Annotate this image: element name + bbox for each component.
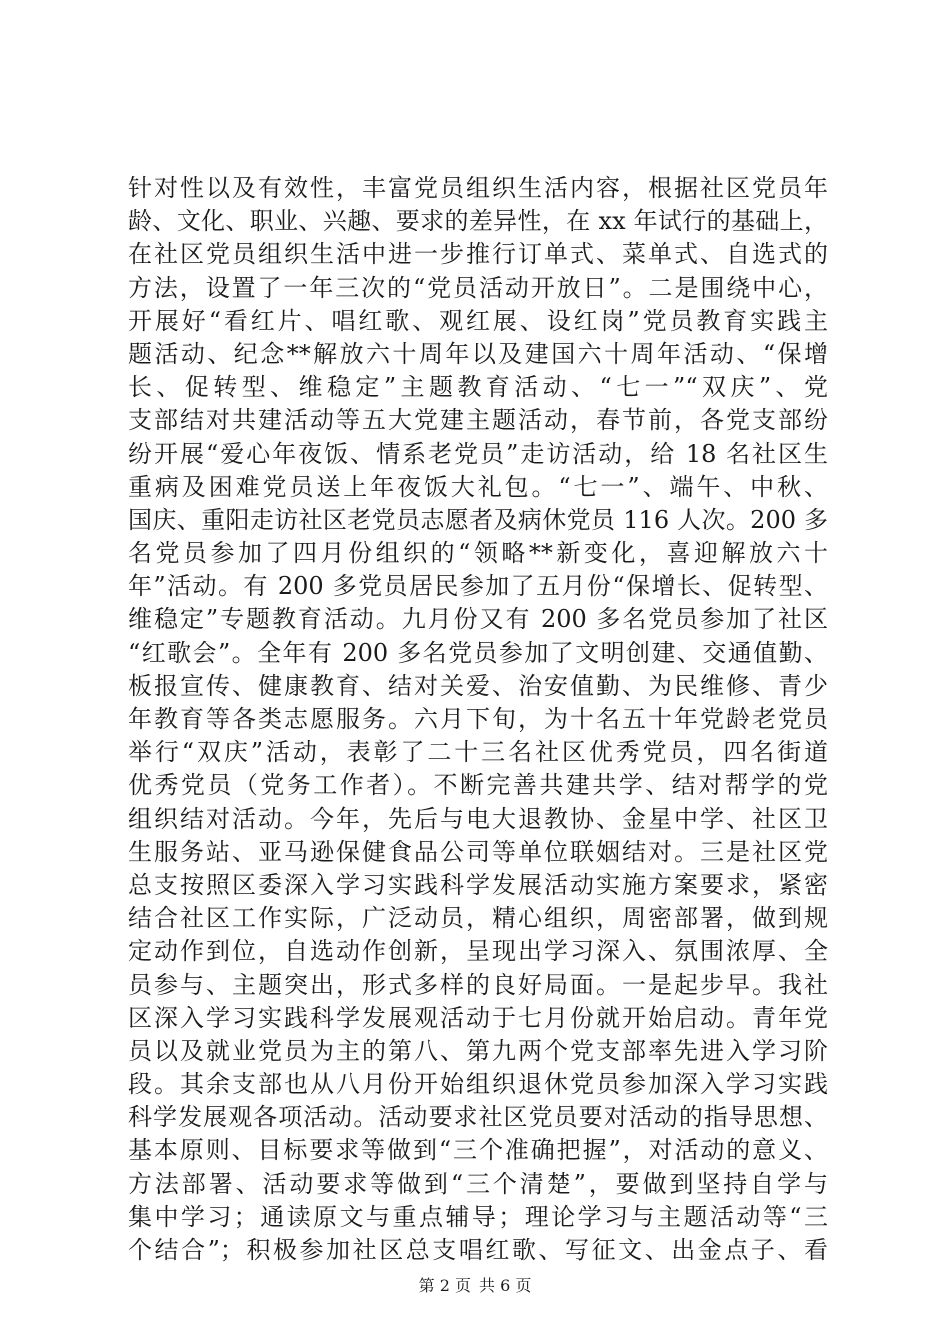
- text-line: 重病及困难党员送上年夜饭大礼包。“七一”、端午、中秋、: [128, 472, 828, 501]
- text-line: 举行“双庆”活动，表彰了二十三名社区优秀党员，四名街道: [128, 738, 828, 767]
- text-line: 支部结对共建活动等五大党建主题活动，春节前，各党支部纷: [128, 406, 828, 435]
- text-line: 维稳定”专题教育活动。九月份又有 200 多名党员参加了社区: [128, 605, 828, 634]
- text-line: 员以及就业党员为主的第八、第九两个党支部率先进入学习阶: [128, 1036, 828, 1065]
- text-line: 方法，设置了一年三次的“党员活动开放日”。二是围绕中心，: [128, 273, 828, 302]
- text-line: 长、促转型、维稳定”主题教育活动、“七一”“双庆”、党: [128, 373, 828, 402]
- text-line: “红歌会”。全年有 200 多名党员参加了文明创建、交通值勤、: [128, 638, 828, 667]
- text-line: 生服务站、亚马逊保健食品公司等单位联姻结对。三是社区党: [128, 837, 828, 866]
- text-line: 结合社区工作实际，广泛动员，精心组织，周密部署，做到规: [128, 904, 828, 933]
- page-number: 第 2 页: [418, 1276, 471, 1295]
- text-line: 优秀党员（党务工作者）。不断完善共建共学、结对帮学的党: [128, 771, 828, 800]
- text-line: 基本原则、目标要求等做到“三个准确把握”，对活动的意义、: [128, 1136, 828, 1165]
- text-line: 定动作到位，自选动作创新，呈现出学习深入、氛围浓厚、全: [128, 937, 828, 966]
- text-line: 总支按照区委深入学习实践科学发展活动实施方案要求，紧密: [128, 870, 828, 899]
- page-footer: [0, 1275, 950, 1297]
- text-line: 在社区党员组织生活中进一步推行订单式、菜单式、自选式的: [128, 240, 828, 269]
- text-line: 个结合”；积极参加社区总支唱红歌、写征文、出金点子、看: [128, 1236, 828, 1264]
- text-line: 名党员参加了四月份组织的“领略**新变化，喜迎解放六十: [128, 539, 828, 568]
- text-line: 国庆、重阳走访社区老党员志愿者及病休党员 116 人次。200 多: [128, 505, 828, 534]
- text-line: 区深入学习实践科学发展观活动于七月份就开始启动。青年党: [128, 1003, 828, 1032]
- text-line: 龄、文化、职业、兴趣、要求的差异性，在 xx 年试行的基础上，: [128, 207, 828, 236]
- text-line: 题活动、纪念**解放六十周年以及建国六十周年活动、“保增: [128, 339, 828, 368]
- page-total: 共 6 页: [479, 1276, 532, 1295]
- text-line: 方法部署、活动要求等做到“三个清楚”，要做到坚持自学与: [128, 1169, 828, 1198]
- text-line: 段。其余支部也从八月份开始组织退休党员参加深入学习实践: [128, 1070, 828, 1099]
- text-line: 年”活动。有 200 多党员居民参加了五月份“保增长、促转型、: [128, 572, 828, 601]
- text-line: 开展好“看红片、唱红歌、观红展、设红岗”党员教育实践主: [128, 306, 828, 335]
- text-line: 纷开展“爱心年夜饭、情系老党员”走访活动，给 18 名社区生: [128, 439, 828, 468]
- text-line: 集中学习；通读原文与重点辅导；理论学习与主题活动等“三: [128, 1202, 828, 1231]
- text-line: 组织结对活动。今年，先后与电大退教协、金星中学、社区卫: [128, 804, 828, 833]
- text-line: 科学发展观各项活动。活动要求社区党员要对活动的指导思想、: [128, 1103, 828, 1132]
- text-line: 员参与、主题突出，形式多样的良好局面。一是起步早。我社: [128, 970, 828, 999]
- text-line: 板报宣传、健康教育、结对关爱、治安值勤、为民维修、青少: [128, 671, 828, 700]
- document-body: [128, 172, 828, 1267]
- text-line: 针对性以及有效性，丰富党员组织生活内容，根据社区党员年: [128, 174, 828, 202]
- text-line: 年教育等各类志愿服务。六月下旬，为十名五十年党龄老党员: [128, 705, 828, 733]
